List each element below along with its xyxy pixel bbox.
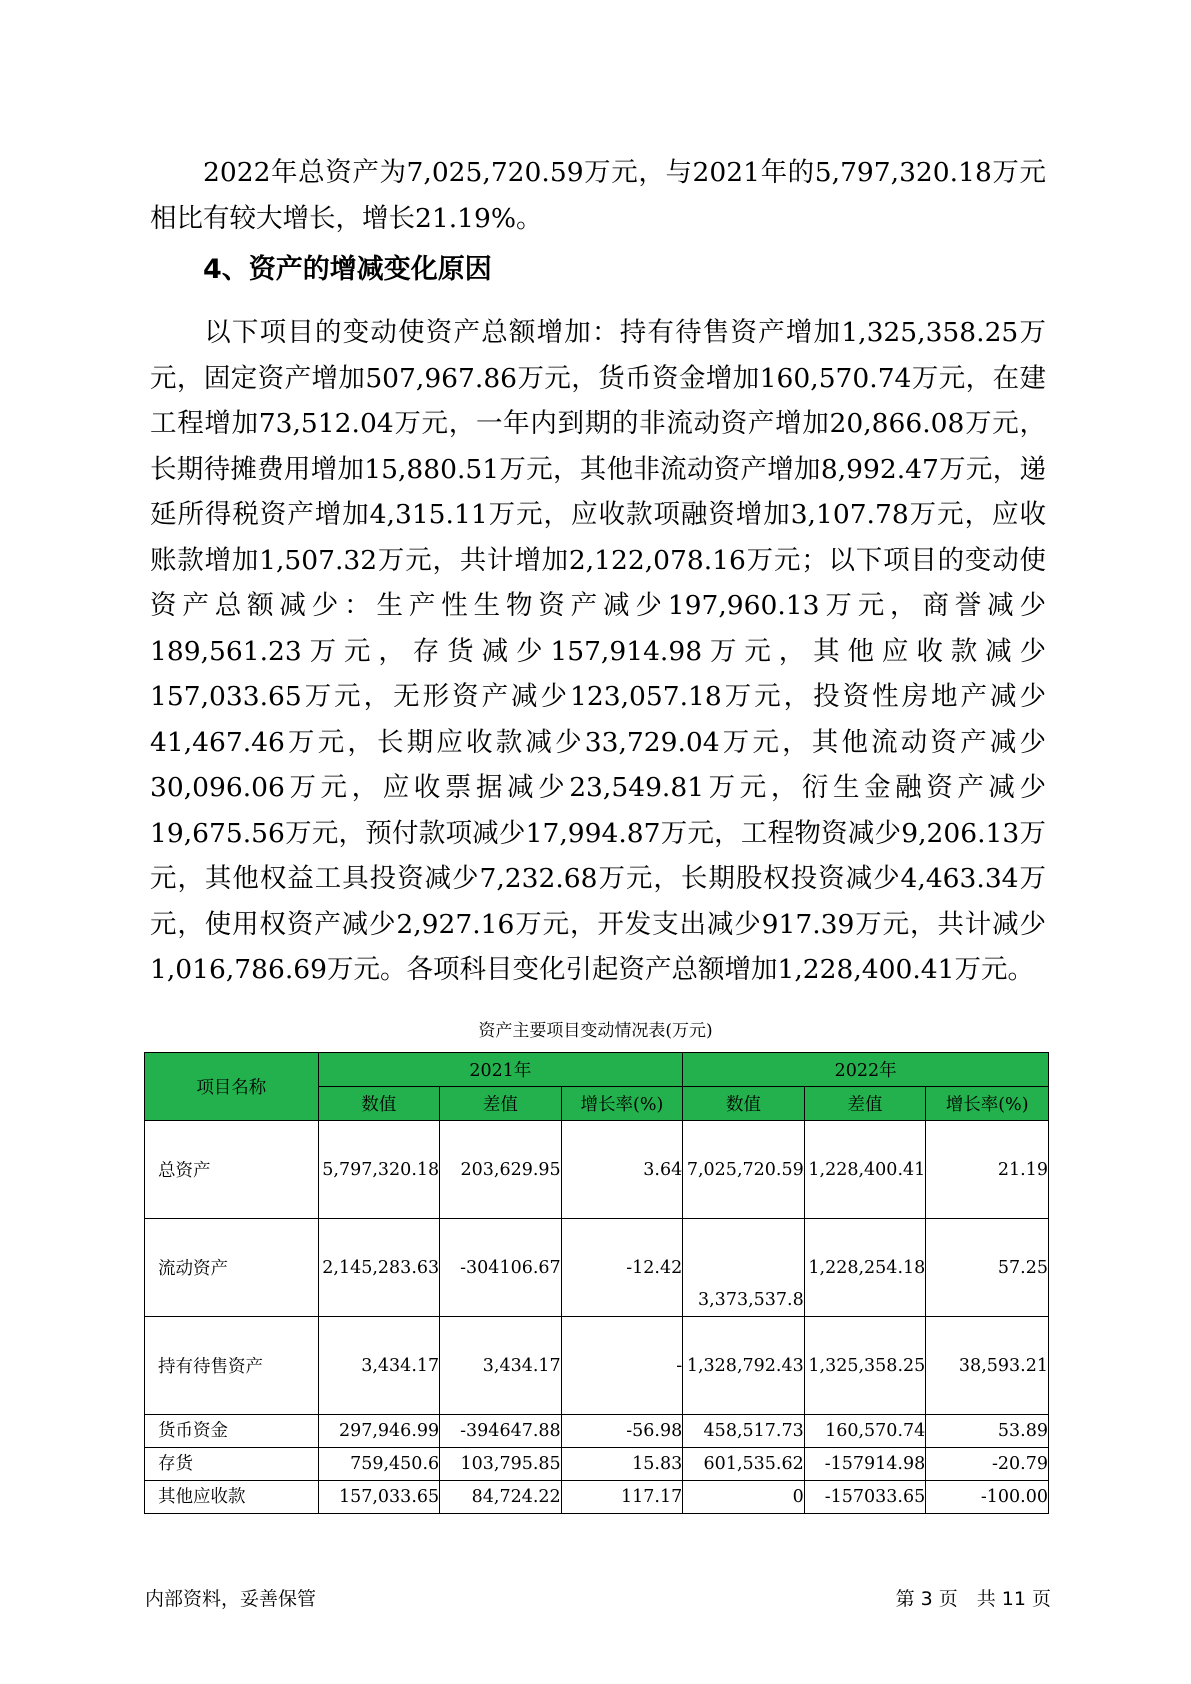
- paragraph-total-assets: [150, 150, 1046, 241]
- header-value-2022: 数值: [683, 1087, 805, 1121]
- cell-growth-2022: -20.79: [926, 1448, 1049, 1481]
- header-year-2022: 2022年: [683, 1053, 1049, 1087]
- row-name: 货币资金: [145, 1415, 319, 1448]
- cell-diff-2021: 84,724.22: [440, 1481, 562, 1514]
- cell-diff-2021: 103,795.85: [440, 1448, 562, 1481]
- table-row: [145, 1317, 1049, 1415]
- table-row: [145, 1481, 1049, 1514]
- cell-value-2021: 297,946.99: [318, 1415, 440, 1448]
- cell-diff-2021: 203,629.95: [440, 1121, 562, 1219]
- header-growth-2021: 增长率(%): [561, 1087, 683, 1121]
- header-diff-2022: 差值: [804, 1087, 926, 1121]
- paragraph-asset-changes-text: 以下项目的变动使资产总额增加：持有待售资产增加1,325,358.25万元，固定资产增加507,967.86万元，货币资金增加160,570.74万元，在建工程增加73,512.04万元，一年内到期的非流动资产增加20,866.08万元，长期待摊费用增加15,880.51万元，其他非流动资产增加8,992.47万元，递延所得税资产增加4,315.11万元，应收款项融资增加3,107.78万元，应收账款增加1,507.32万元，共计增加2,122,078.16万元；以下项目的变动使资产总额减少：生产性生物资产减少197,960.13万元，商誉减少189,561.23万元，存货减少157,914.98万元，其他应收款减少157,033.65万元，无形资产减少123,057.18万元，投资性房地产减少41,467.46万元，长期应收款减少33,729.04万元，其他流动资产减少30,096.06万元，应收票据减少23,549.81万元，衍生金融资产减少19,675.56万元，预付款项减少17,994.87万元，工程物资减少9,206.13万元，其他权益工具投资减少7,232.68万元，长期股权投资减少4,463.34万元，使用权资产减少2,927.16万元，开发支出减少917.39万元，共计减少1,016,786.69万元。各项科目变化引起资产总额增加1,228,400.41万元。: [150, 317, 1046, 985]
- cell-diff-2022: -157033.65: [804, 1481, 926, 1514]
- header-year-2021: 2021年: [318, 1053, 683, 1087]
- header-diff-2021: 差值: [440, 1087, 562, 1121]
- cell-value-2022: 7,025,720.59: [683, 1121, 805, 1219]
- cell-value-2022: 0: [683, 1481, 805, 1514]
- cell-value-2022: 458,517.73: [683, 1415, 805, 1448]
- cell-growth-2022: 57.25: [926, 1219, 1049, 1317]
- cell-diff-2021: -304106.67: [440, 1219, 562, 1317]
- header-item-name: 项目名称: [145, 1053, 319, 1121]
- cell-value-2021: 3,434.17: [318, 1317, 440, 1415]
- cell-growth-2021: -: [561, 1317, 683, 1415]
- footer-confidential-note: 内部资料，妥善保管: [145, 1588, 317, 1610]
- cell-diff-2022: 1,228,254.18: [804, 1219, 926, 1317]
- cell-diff-2022: 160,570.74: [804, 1415, 926, 1448]
- table-caption: 资产主要项目变动情况表(万元): [478, 1021, 713, 1041]
- cell-diff-2022: 1,325,358.25: [804, 1317, 926, 1415]
- footer-page-number: 第 3 页 共 11 页: [895, 1588, 1051, 1610]
- cell-growth-2022: 53.89: [926, 1415, 1049, 1448]
- paragraph-total-assets-text: 2022年总资产为7,025,720.59万元，与2021年的5,797,320.18万元相比有较大增长，增长21.19%。: [150, 157, 1046, 234]
- header-value-2021: 数值: [318, 1087, 440, 1121]
- table-row: [145, 1121, 1049, 1219]
- cell-growth-2021: 3.64: [561, 1121, 683, 1219]
- cell-diff-2021: -394647.88: [440, 1415, 562, 1448]
- cell-growth-2021: 15.83: [561, 1448, 683, 1481]
- cell-value-2022: 1,328,792.43: [683, 1317, 805, 1415]
- row-name: 持有待售资产: [145, 1317, 319, 1415]
- cell-growth-2022: 38,593.21: [926, 1317, 1049, 1415]
- section-heading: 4、资产的增减变化原因: [203, 254, 492, 285]
- cell-diff-2022: -157914.98: [804, 1448, 926, 1481]
- row-name: 总资产: [145, 1121, 319, 1219]
- cell-value-2021: 2,145,283.63: [318, 1219, 440, 1317]
- cell-value-2021: 759,450.6: [318, 1448, 440, 1481]
- row-name: 存货: [145, 1448, 319, 1481]
- cell-value-2022: 3,373,537.8: [683, 1219, 805, 1317]
- cell-growth-2021: -56.98: [561, 1415, 683, 1448]
- row-name: 流动资产: [145, 1219, 319, 1317]
- cell-value-2021: 5,797,320.18: [318, 1121, 440, 1219]
- cell-growth-2021: 117.17: [561, 1481, 683, 1514]
- header-growth-2022: 增长率(%): [926, 1087, 1049, 1121]
- cell-diff-2021: 3,434.17: [440, 1317, 562, 1415]
- table-row: [145, 1448, 1049, 1481]
- cell-growth-2021: -12.42: [561, 1219, 683, 1317]
- table-row: [145, 1415, 1049, 1448]
- table-row: [145, 1219, 1049, 1317]
- cell-growth-2022: -100.00: [926, 1481, 1049, 1514]
- cell-diff-2022: 1,228,400.41: [804, 1121, 926, 1219]
- cell-value-2021: 157,033.65: [318, 1481, 440, 1514]
- cell-growth-2022: 21.19: [926, 1121, 1049, 1219]
- paragraph-asset-changes: [150, 310, 1046, 993]
- asset-change-table: [144, 1052, 1049, 1514]
- cell-value-2022: 601,535.62: [683, 1448, 805, 1481]
- row-name: 其他应收款: [145, 1481, 319, 1514]
